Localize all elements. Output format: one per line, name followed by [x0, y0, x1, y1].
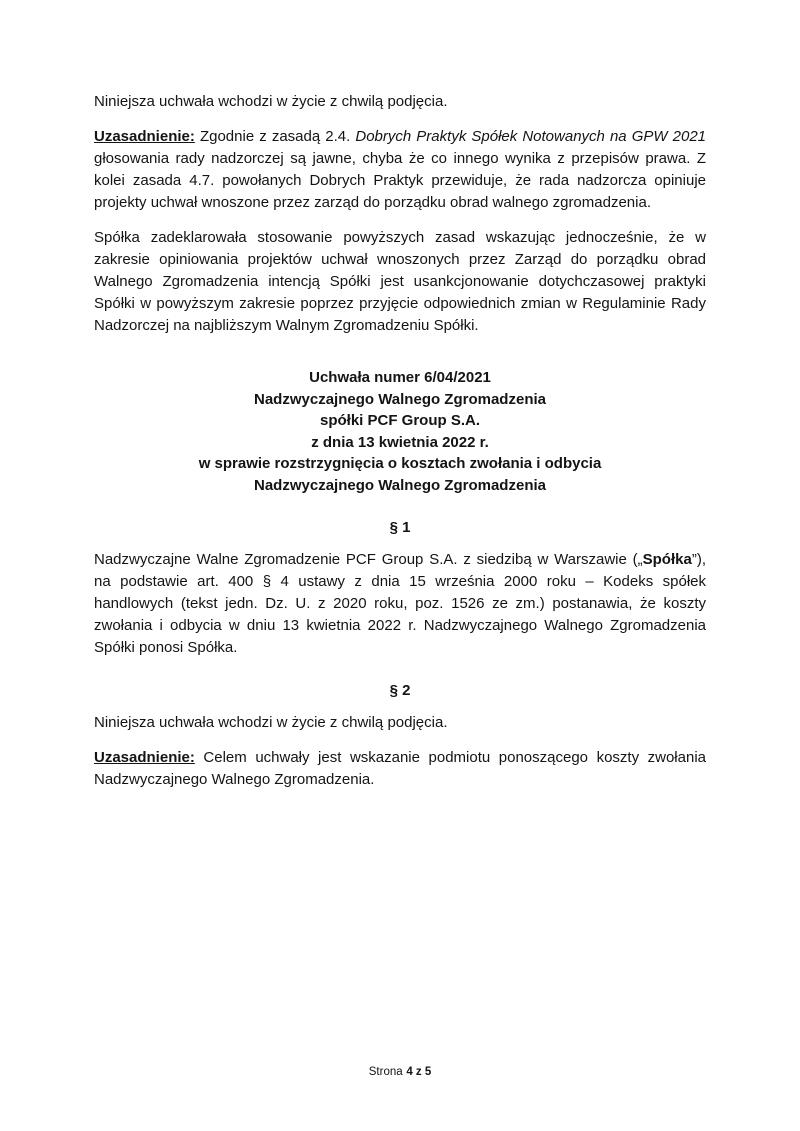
resolution-title-line-1: Uchwała numer 6/04/2021: [309, 369, 491, 386]
resolution-title-line-5: w sprawie rozstrzygnięcia o kosztach zwołania i odbycia: [198, 455, 602, 472]
section-2-heading: § 2: [389, 682, 411, 699]
section-1-text-after-bold: ”), na podstawie art. 400 § 4 ustawy z dnia 15 września 2000 roku – Kodeks spółek handlowych (tekst jedn. Dz. U. z 2020 roku, poz. 1526 ze zm.) postanawia, że koszty zwołania i odbycia w dniu 13 kwietnia 2022 r. Nadzwyczajnego Walnego Zgromadzenia Spółki ponosi Spółka.: [94, 551, 706, 656]
justification-text-2: Celem uchwały jest wskazanie podmiotu ponoszącego koszty zwołania Nadzwyczajnego Walnego Zgromadzenia.: [94, 749, 706, 788]
effective-date-clause: Niniejsza uchwała wchodzi w życie z chwilą podjęcia.: [94, 93, 448, 110]
good-practices-title-italic: Dobrych Praktyk Spółek Notowanych na GPW 2021: [355, 128, 706, 145]
section-1-heading: § 1: [389, 519, 411, 536]
section-1-body: [94, 549, 706, 659]
justification-text-after-italic: głosowania rady nadzorczej są jawne, chyba że co innego wynika z przepisów prawa. Z kolei zasada 4.7. powołanych Dobrych Praktyk przewiduje, że rada nadzorcza opiniuje projekty uchwał wnoszone przez zarząd do porządku obrad walnego zgromadzenia.: [94, 150, 706, 211]
justification-text-before-italic: Zgodnie z zasadą 2.4.: [194, 128, 356, 145]
declaration-paragraph: Spółka zadeklarowała stosowanie powyższych zasad wskazując jednocześnie, że w zakresie opiniowania projektów uchwał wnoszonych przez Zarząd do porządku obrad Walnego Zgromadzenia intencją Spółki jest usankcjonowanie dotychczasowej praktyki Spółki w powyższym zakresie poprzez przyjęcie odpowiednich zmian w Regulaminie Rady Nadzorczej na najbliższym Walnym Zgromadzeniu Spółki.: [94, 229, 706, 334]
justification-paragraph-2: [94, 747, 706, 791]
resolution-title-line-4: z dnia 13 kwietnia 2022 r.: [311, 433, 489, 451]
page-number: 4 z 5: [406, 1066, 432, 1078]
page-footer-label: Strona: [368, 1066, 403, 1078]
justification-paragraph-1: [94, 126, 706, 214]
section-1-text-before-bold: Nadzwyczajne Walne Zgromadzenie PCF Group S.A. z siedzibą w Warszawie („: [94, 551, 643, 568]
justification-label-1: Uzasadnienie:: [94, 128, 195, 145]
resolution-title: [94, 367, 706, 496]
company-defined-term-bold: Spółka: [642, 551, 692, 568]
resolution-title-line-3: spółki PCF Group S.A.: [319, 412, 480, 429]
resolution-title-line-2: Nadzwyczajnego Walnego Zgromadzenia: [254, 390, 546, 408]
justification-label-2: Uzasadnienie:: [94, 749, 195, 766]
page-footer: [0, 1065, 800, 1079]
section-2-body: Niniejsza uchwała wchodzi w życie z chwilą podjęcia.: [94, 714, 448, 731]
resolution-title-line-6: Nadzwyczajnego Walnego Zgromadzenia: [254, 476, 546, 494]
